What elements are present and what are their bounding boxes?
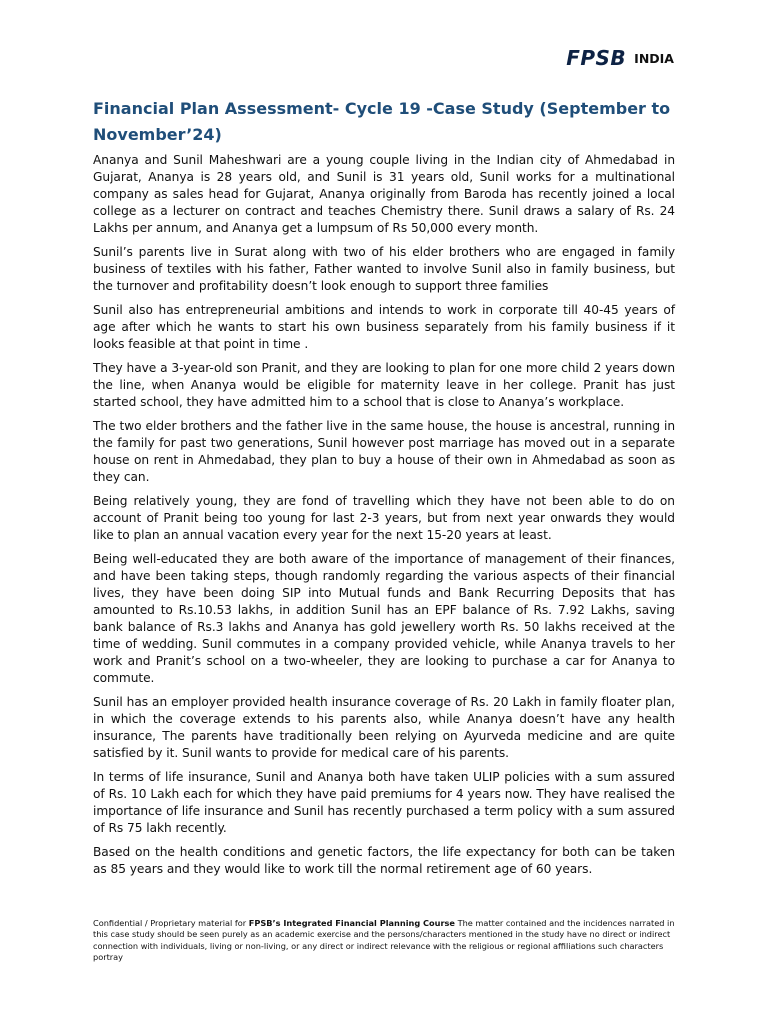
paragraph-parents-family-business: Sunil’s parents live in Surat along with two of his elder brothers who are engaged in family business of textiles with his father, Father wanted to involve Sunil also in family business, but the turnover and profitability doesn’t look enough to support three families: [93, 245, 675, 293]
footer-course-name: FPSB’s Integrated Financial Planning Course: [248, 918, 455, 928]
paragraph-couple-intro: Ananya and Sunil Maheshwari are a young couple living in the Indian city of Ahmedabad in Gujarat, Ananya is 28 years old, and Sunil is 31 years old, Sunil works for a multinational company as sales head for Gujarat, Ananya originally from Baroda has recently joined a local college as a lecturer on contract and teaches Chemistry there. Sunil draws a salary of Rs. 24 Lakhs per annum, and Ananya get a lumpsum of Rs 50,000 every month.: [93, 153, 675, 235]
paragraph-travel: Being relatively young, they are fond of travelling which they have not been able to do on account of Pranit being too young for last 2-3 years, but from next year onwards they would like to plan an annual vacation every year for the next 15-20 years at least.: [93, 494, 675, 542]
paragraph-life-expectancy: Based on the health conditions and genetic factors, the life expectancy for both can be taken as 85 years and they would like to work till the normal retirement age of 60 years.: [93, 845, 675, 876]
paragraph-life-insurance: In terms of life insurance, Sunil and Ananya both have taken ULIP policies with a sum assured of Rs. 10 Lakh each for which they have paid premiums for 4 years now. They have realised the importance of life insurance and Sunil has recently purchased a term policy with a sum assured of Rs 75 lakh recently.: [93, 770, 675, 835]
logo-country-label: INDIA: [634, 50, 674, 66]
confidentiality-footer: [93, 918, 683, 963]
paragraph-health-insurance: Sunil has an employer provided health insurance coverage of Rs. 20 Lakh in family floater plan, in which the coverage extends to his parents also, while Ananya doesn’t have any health insurance, The parents have traditionally been relying on Ayurveda medicine and are quite satisfied by it. Sunil wants to provide for medical care of his parents.: [93, 695, 675, 760]
fpsb-logo-mark: FPSB: [566, 46, 627, 70]
fpsb-india-logo: [566, 46, 674, 70]
footer-disclaimer: The matter contained and the incidences narrated in this case study should be seen purely as an academic exercise and the persons/characters mentioned in the study have no direct or indirect connection with individuals, living or non-living, or any direct or indirect relevance with the religious or regional affiliations such characters portray: [93, 918, 675, 962]
paragraph-housing: The two elder brothers and the father live in the same house, the house is ancestral, running in the family for past two generations, Sunil however post marriage has moved out in a separate house on rent in Ahmedabad, they plan to buy a house of their own in Ahmedabad as soon as they can.: [93, 419, 675, 484]
paragraph-entrepreneurial-ambitions: Sunil also has entrepreneurial ambitions and intends to work in corporate till 40-45 years of age after which he wants to start his own business separately from his family business if it looks feasible at that point in time .: [93, 303, 675, 351]
document-title: Financial Plan Assessment- Cycle 19 -Case Study (September to November’24): [93, 99, 671, 144]
paragraph-finances: Being well-educated they are both aware of the importance of management of their finances, and have been taking steps, though randomly regarding the various aspects of their financial lives, they have been doing SIP into Mutual funds and Bank Recurring Deposits that has amounted to Rs.10.53 lakhs, in addition Sunil has an EPF balance of Rs. 7.92 Lakhs, saving bank balance of Rs.3 lakhs and Ananya has gold jewellery worth Rs. 50 lakhs received at the time of wedding. Sunil commutes in a company provided vehicle, while Ananya travels to her work and Pranit’s school on a two-wheeler, they are looking to purchase a car for Ananya to commute.: [93, 552, 675, 685]
case-study-body: [93, 152, 675, 885]
footer-lead: Confidential / Proprietary material for: [93, 918, 249, 928]
paragraph-children: They have a 3-year-old son Pranit, and they are looking to plan for one more child 2 years down the line, when Ananya would be eligible for maternity leave in her college. Pranit has just started school, they have admitted him to a school that is close to Ananya’s workplace.: [93, 361, 675, 409]
